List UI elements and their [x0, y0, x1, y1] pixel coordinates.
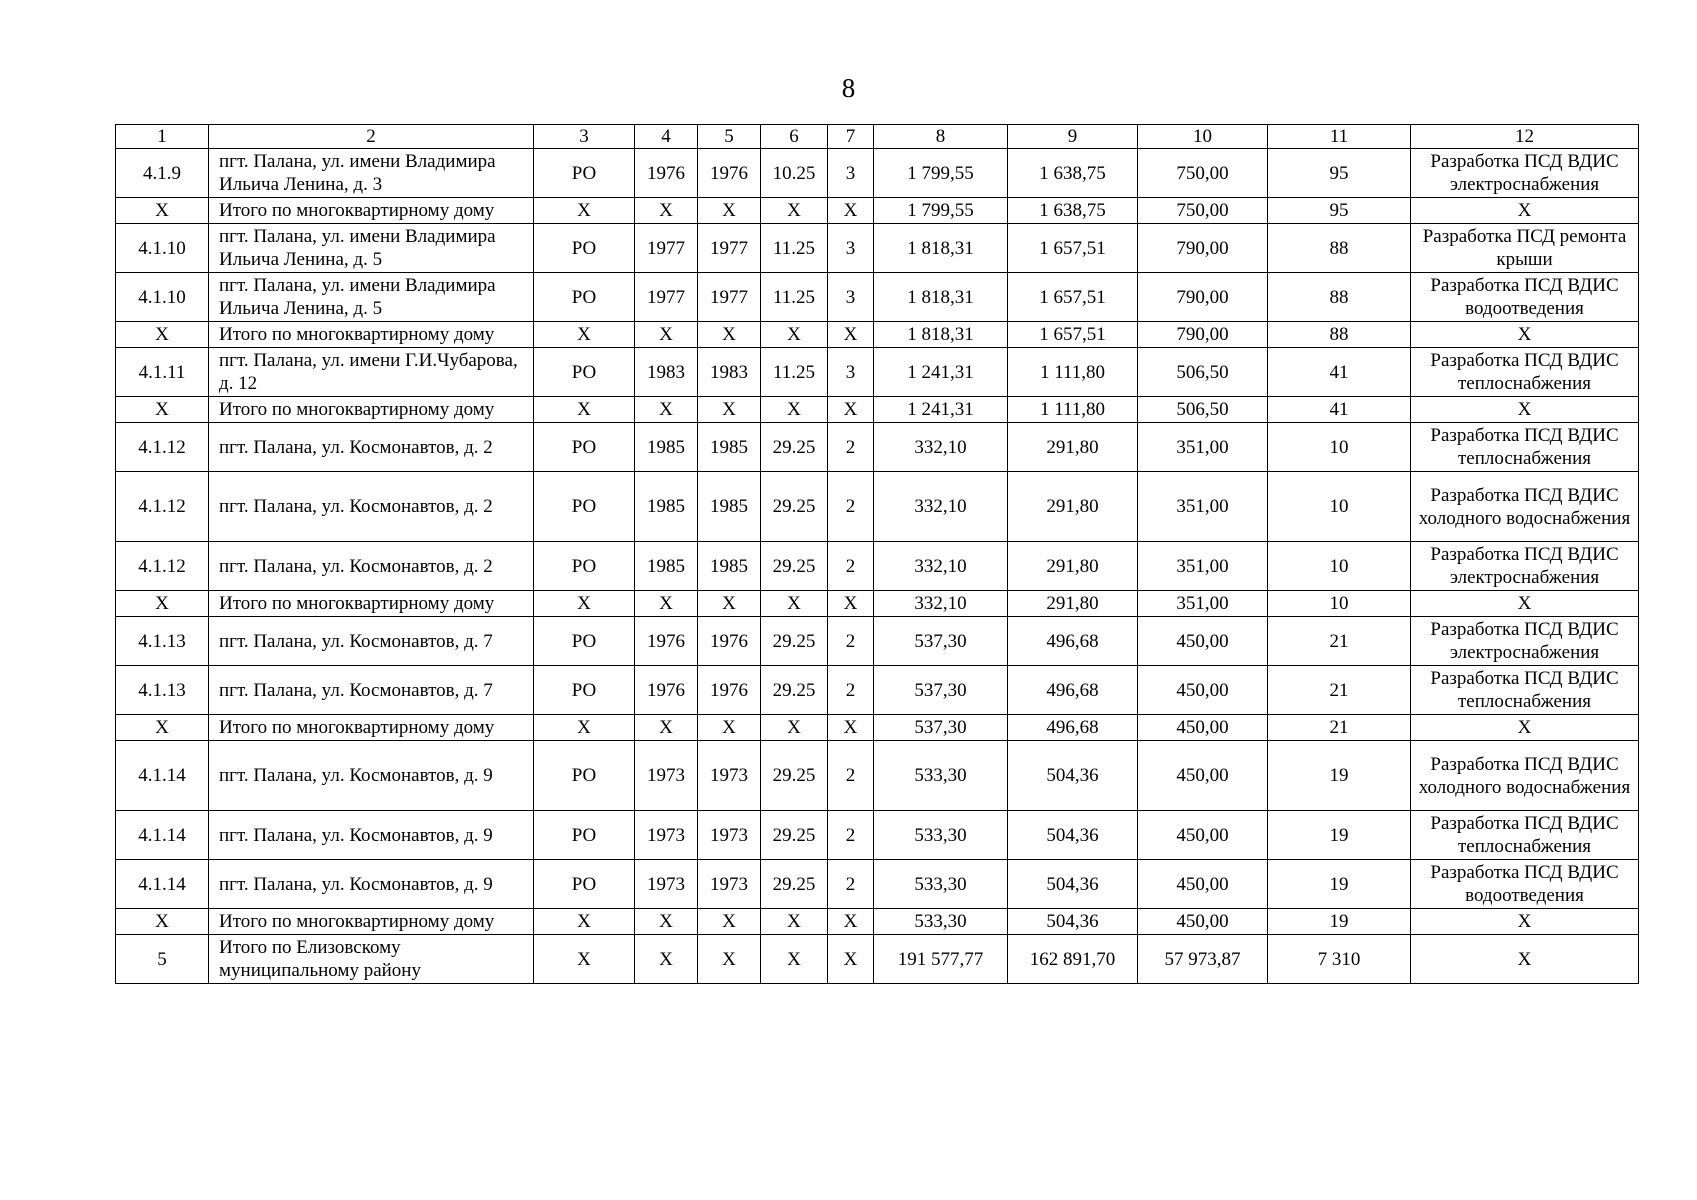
- col-total-area: 533,30: [874, 860, 1008, 909]
- col-wear: 29.25: [761, 542, 828, 591]
- col-address: Итого по многоквартирному дому: [209, 198, 534, 224]
- col-commission-year: 1973: [635, 811, 698, 860]
- table-row: [116, 224, 1639, 273]
- col-ownership-method: РО: [534, 273, 635, 322]
- col-item-number: 4.1.13: [116, 666, 209, 715]
- column-number-header: 10: [1138, 125, 1268, 149]
- col-work-type: Х: [1411, 198, 1639, 224]
- column-number-header: 12: [1411, 125, 1639, 149]
- col-residential-area: 504,36: [1008, 909, 1138, 935]
- table-row: [116, 617, 1639, 666]
- col-commission-year: Х: [635, 198, 698, 224]
- col-last-repair-year: Х: [698, 935, 761, 984]
- col-work-type: Разработка ПСД ВДИС теплоснабжения: [1411, 811, 1639, 860]
- col-floors: 2: [828, 423, 874, 472]
- col-last-repair-year: 1977: [698, 224, 761, 273]
- col-residential-area: 504,36: [1008, 741, 1138, 811]
- col-work-type: Разработка ПСД ВДИС теплоснабжения: [1411, 348, 1639, 397]
- col-cost: 351,00: [1138, 591, 1268, 617]
- col-last-repair-year: 1977: [698, 273, 761, 322]
- col-cost: 790,00: [1138, 273, 1268, 322]
- col-residential-area: 504,36: [1008, 811, 1138, 860]
- col-ownership-method: РО: [534, 741, 635, 811]
- col-ownership-method: РО: [534, 860, 635, 909]
- col-commission-year: Х: [635, 909, 698, 935]
- col-residential-area: 1 638,75: [1008, 149, 1138, 198]
- col-commission-year: 1985: [635, 423, 698, 472]
- col-ownership-method: Х: [534, 715, 635, 741]
- col-address: Итого по Елизовскому муниципальному району: [209, 935, 534, 984]
- col-last-repair-year: Х: [698, 591, 761, 617]
- col-total-area: 332,10: [874, 423, 1008, 472]
- col-ownership-method: РО: [534, 666, 635, 715]
- col-floors: 2: [828, 472, 874, 542]
- col-residents: 10: [1268, 542, 1411, 591]
- col-ownership-method: РО: [534, 472, 635, 542]
- col-residents: 88: [1268, 322, 1411, 348]
- col-cost: 450,00: [1138, 617, 1268, 666]
- col-ownership-method: РО: [534, 348, 635, 397]
- col-floors: Х: [828, 591, 874, 617]
- col-cost: 790,00: [1138, 224, 1268, 273]
- col-total-area: 1 241,31: [874, 397, 1008, 423]
- col-address: Итого по многоквартирному дому: [209, 397, 534, 423]
- col-address: пгт. Палана, ул. Космонавтов, д. 7: [209, 617, 534, 666]
- col-cost: 506,50: [1138, 348, 1268, 397]
- col-commission-year: Х: [635, 591, 698, 617]
- col-item-number: Х: [116, 322, 209, 348]
- col-address: пгт. Палана, ул. имени Владимира Ильича Ленина, д. 3: [209, 149, 534, 198]
- col-address: пгт. Палана, ул. Космонавтов, д. 9: [209, 811, 534, 860]
- col-commission-year: 1976: [635, 617, 698, 666]
- col-address: пгт. Палана, ул. Космонавтов, д. 7: [209, 666, 534, 715]
- col-commission-year: 1977: [635, 273, 698, 322]
- col-wear: Х: [761, 322, 828, 348]
- col-total-area: 533,30: [874, 811, 1008, 860]
- col-last-repair-year: Х: [698, 322, 761, 348]
- col-residential-area: 1 657,51: [1008, 224, 1138, 273]
- column-number-header: 8: [874, 125, 1008, 149]
- col-floors: 2: [828, 542, 874, 591]
- col-floors: Х: [828, 322, 874, 348]
- col-commission-year: Х: [635, 715, 698, 741]
- table-body: [116, 125, 1639, 984]
- col-total-area: 1 818,31: [874, 322, 1008, 348]
- col-wear: Х: [761, 198, 828, 224]
- col-cost: 351,00: [1138, 542, 1268, 591]
- col-floors: 2: [828, 617, 874, 666]
- col-total-area: 533,30: [874, 909, 1008, 935]
- col-last-repair-year: 1973: [698, 741, 761, 811]
- column-number-header: 9: [1008, 125, 1138, 149]
- col-residents: 41: [1268, 397, 1411, 423]
- col-floors: 2: [828, 811, 874, 860]
- col-work-type: Разработка ПСД ВДИС теплоснабжения: [1411, 423, 1639, 472]
- col-total-area: 537,30: [874, 715, 1008, 741]
- total-row: [116, 909, 1639, 935]
- col-ownership-method: Х: [534, 397, 635, 423]
- col-commission-year: Х: [635, 397, 698, 423]
- col-total-area: 332,10: [874, 472, 1008, 542]
- col-wear: Х: [761, 715, 828, 741]
- col-item-number: 4.1.11: [116, 348, 209, 397]
- col-commission-year: 1976: [635, 666, 698, 715]
- col-cost: 790,00: [1138, 322, 1268, 348]
- col-item-number: 4.1.14: [116, 741, 209, 811]
- col-wear: 29.25: [761, 617, 828, 666]
- col-commission-year: 1977: [635, 224, 698, 273]
- column-number-header: 5: [698, 125, 761, 149]
- col-work-type: Разработка ПСД ВДИС холодного водоснабжения: [1411, 741, 1639, 811]
- col-residential-area: 1 657,51: [1008, 273, 1138, 322]
- total-row: [116, 397, 1639, 423]
- col-floors: 2: [828, 741, 874, 811]
- col-commission-year: 1985: [635, 542, 698, 591]
- col-ownership-method: РО: [534, 224, 635, 273]
- col-last-repair-year: 1973: [698, 811, 761, 860]
- col-residential-area: 496,68: [1008, 666, 1138, 715]
- col-total-area: 537,30: [874, 617, 1008, 666]
- col-last-repair-year: 1985: [698, 542, 761, 591]
- col-item-number: 4.1.12: [116, 423, 209, 472]
- col-last-repair-year: 1976: [698, 617, 761, 666]
- col-item-number: 4.1.13: [116, 617, 209, 666]
- col-work-type: Разработка ПСД ВДИС электроснабжения: [1411, 542, 1639, 591]
- table-row: [116, 273, 1639, 322]
- col-wear: Х: [761, 397, 828, 423]
- col-residents: 7 310: [1268, 935, 1411, 984]
- total-row: [116, 715, 1639, 741]
- column-number-header: 4: [635, 125, 698, 149]
- col-last-repair-year: Х: [698, 397, 761, 423]
- col-wear: Х: [761, 591, 828, 617]
- table-row: [116, 860, 1639, 909]
- col-ownership-method: Х: [534, 935, 635, 984]
- col-floors: Х: [828, 935, 874, 984]
- col-cost: 450,00: [1138, 715, 1268, 741]
- col-address: пгт. Палана, ул. Космонавтов, д. 9: [209, 741, 534, 811]
- col-last-repair-year: Х: [698, 909, 761, 935]
- col-cost: 750,00: [1138, 149, 1268, 198]
- col-item-number: Х: [116, 909, 209, 935]
- total-row: [116, 591, 1639, 617]
- col-work-type: Разработка ПСД ВДИС теплоснабжения: [1411, 666, 1639, 715]
- col-total-area: 332,10: [874, 591, 1008, 617]
- table-row: [116, 472, 1639, 542]
- col-residents: 21: [1268, 715, 1411, 741]
- total-row: [116, 935, 1639, 984]
- col-residents: 21: [1268, 617, 1411, 666]
- col-cost: 450,00: [1138, 666, 1268, 715]
- col-ownership-method: Х: [534, 591, 635, 617]
- col-address: пгт. Палана, ул. Космонавтов, д. 2: [209, 542, 534, 591]
- col-floors: Х: [828, 909, 874, 935]
- col-residents: 19: [1268, 741, 1411, 811]
- col-wear: 11.25: [761, 273, 828, 322]
- col-cost: 450,00: [1138, 811, 1268, 860]
- col-item-number: 4.1.14: [116, 860, 209, 909]
- col-address: пгт. Палана, ул. имени Владимира Ильича Ленина, д. 5: [209, 224, 534, 273]
- col-residents: 88: [1268, 224, 1411, 273]
- col-item-number: 4.1.14: [116, 811, 209, 860]
- col-wear: Х: [761, 909, 828, 935]
- col-residential-area: 291,80: [1008, 542, 1138, 591]
- col-floors: 3: [828, 224, 874, 273]
- col-ownership-method: Х: [534, 909, 635, 935]
- col-ownership-method: РО: [534, 149, 635, 198]
- col-wear: 29.25: [761, 741, 828, 811]
- col-floors: 3: [828, 348, 874, 397]
- housing-repair-table: [115, 124, 1639, 984]
- col-residential-area: 496,68: [1008, 617, 1138, 666]
- col-commission-year: 1973: [635, 741, 698, 811]
- col-total-area: 537,30: [874, 666, 1008, 715]
- table-row: [116, 811, 1639, 860]
- col-work-type: Разработка ПСД ремонта крыши: [1411, 224, 1639, 273]
- col-wear: 29.25: [761, 811, 828, 860]
- col-residents: 21: [1268, 666, 1411, 715]
- col-residential-area: 291,80: [1008, 591, 1138, 617]
- col-total-area: 332,10: [874, 542, 1008, 591]
- col-residents: 19: [1268, 909, 1411, 935]
- col-commission-year: 1973: [635, 860, 698, 909]
- col-cost: 351,00: [1138, 423, 1268, 472]
- col-residential-area: 496,68: [1008, 715, 1138, 741]
- column-number-header: 3: [534, 125, 635, 149]
- col-item-number: 4.1.9: [116, 149, 209, 198]
- col-address: пгт. Палана, ул. Космонавтов, д. 2: [209, 472, 534, 542]
- table-row: [116, 423, 1639, 472]
- col-commission-year: Х: [635, 322, 698, 348]
- col-ownership-method: РО: [534, 617, 635, 666]
- col-address: Итого по многоквартирному дому: [209, 909, 534, 935]
- col-floors: 2: [828, 860, 874, 909]
- col-floors: 3: [828, 149, 874, 198]
- col-total-area: 533,30: [874, 741, 1008, 811]
- col-residents: 95: [1268, 198, 1411, 224]
- col-last-repair-year: 1983: [698, 348, 761, 397]
- column-number-header: 2: [209, 125, 534, 149]
- col-ownership-method: Х: [534, 322, 635, 348]
- col-item-number: 5: [116, 935, 209, 984]
- col-last-repair-year: Х: [698, 715, 761, 741]
- col-address: пгт. Палана, ул. Космонавтов, д. 9: [209, 860, 534, 909]
- col-address: пгт. Палана, ул. имени Владимира Ильича Ленина, д. 5: [209, 273, 534, 322]
- col-item-number: 4.1.12: [116, 472, 209, 542]
- col-item-number: Х: [116, 715, 209, 741]
- col-last-repair-year: 1985: [698, 472, 761, 542]
- col-wear: 29.25: [761, 423, 828, 472]
- column-number-header: 11: [1268, 125, 1411, 149]
- col-residential-area: 1 111,80: [1008, 397, 1138, 423]
- col-total-area: 1 799,55: [874, 149, 1008, 198]
- table-row: [116, 149, 1639, 198]
- col-residents: 10: [1268, 591, 1411, 617]
- col-total-area: 1 818,31: [874, 224, 1008, 273]
- col-work-type: Разработка ПСД ВДИС электроснабжения: [1411, 149, 1639, 198]
- col-item-number: 4.1.10: [116, 273, 209, 322]
- col-wear: 29.25: [761, 472, 828, 542]
- col-last-repair-year: 1985: [698, 423, 761, 472]
- col-last-repair-year: 1973: [698, 860, 761, 909]
- header-row: [116, 125, 1639, 149]
- col-commission-year: Х: [635, 935, 698, 984]
- col-work-type: Разработка ПСД ВДИС водоотведения: [1411, 860, 1639, 909]
- col-address: Итого по многоквартирному дому: [209, 322, 534, 348]
- col-residents: 95: [1268, 149, 1411, 198]
- col-cost: 450,00: [1138, 909, 1268, 935]
- col-floors: Х: [828, 715, 874, 741]
- col-cost: 351,00: [1138, 472, 1268, 542]
- col-last-repair-year: 1976: [698, 666, 761, 715]
- col-commission-year: 1976: [635, 149, 698, 198]
- col-total-area: 1 818,31: [874, 273, 1008, 322]
- col-work-type: Х: [1411, 909, 1639, 935]
- col-item-number: 4.1.10: [116, 224, 209, 273]
- col-total-area: 1 799,55: [874, 198, 1008, 224]
- col-item-number: Х: [116, 397, 209, 423]
- column-number-header: 7: [828, 125, 874, 149]
- col-ownership-method: РО: [534, 423, 635, 472]
- col-cost: 450,00: [1138, 860, 1268, 909]
- col-residents: 41: [1268, 348, 1411, 397]
- col-wear: 11.25: [761, 224, 828, 273]
- col-wear: 29.25: [761, 860, 828, 909]
- col-address: пгт. Палана, ул. имени Г.И.Чубарова, д. 12: [209, 348, 534, 397]
- col-residential-area: 1 111,80: [1008, 348, 1138, 397]
- col-cost: 750,00: [1138, 198, 1268, 224]
- table-row: [116, 348, 1639, 397]
- col-address: Итого по многоквартирному дому: [209, 715, 534, 741]
- col-last-repair-year: Х: [698, 198, 761, 224]
- column-number-header: 1: [116, 125, 209, 149]
- col-residents: 10: [1268, 472, 1411, 542]
- col-commission-year: 1985: [635, 472, 698, 542]
- col-address: пгт. Палана, ул. Космонавтов, д. 2: [209, 423, 534, 472]
- col-floors: Х: [828, 198, 874, 224]
- col-wear: 10.25: [761, 149, 828, 198]
- col-ownership-method: РО: [534, 811, 635, 860]
- col-ownership-method: РО: [534, 542, 635, 591]
- col-work-type: Разработка ПСД ВДИС электроснабжения: [1411, 617, 1639, 666]
- col-work-type: Разработка ПСД ВДИС холодного водоснабжения: [1411, 472, 1639, 542]
- col-item-number: Х: [116, 198, 209, 224]
- col-residential-area: 291,80: [1008, 423, 1138, 472]
- col-wear: 29.25: [761, 666, 828, 715]
- col-item-number: Х: [116, 591, 209, 617]
- total-row: [116, 198, 1639, 224]
- col-cost: 506,50: [1138, 397, 1268, 423]
- col-commission-year: 1983: [635, 348, 698, 397]
- col-cost: 57 973,87: [1138, 935, 1268, 984]
- col-wear: 11.25: [761, 348, 828, 397]
- col-residents: 19: [1268, 811, 1411, 860]
- total-row: [116, 322, 1639, 348]
- col-item-number: 4.1.12: [116, 542, 209, 591]
- col-total-area: 191 577,77: [874, 935, 1008, 984]
- table-row: [116, 542, 1639, 591]
- col-work-type: Х: [1411, 715, 1639, 741]
- col-residential-area: 162 891,70: [1008, 935, 1138, 984]
- col-residential-area: 504,36: [1008, 860, 1138, 909]
- col-work-type: Разработка ПСД ВДИС водоотведения: [1411, 273, 1639, 322]
- col-wear: Х: [761, 935, 828, 984]
- col-work-type: Х: [1411, 397, 1639, 423]
- col-residents: 10: [1268, 423, 1411, 472]
- table-row: [116, 666, 1639, 715]
- col-residents: 88: [1268, 273, 1411, 322]
- col-work-type: Х: [1411, 322, 1639, 348]
- col-total-area: 1 241,31: [874, 348, 1008, 397]
- col-cost: 450,00: [1138, 741, 1268, 811]
- col-address: Итого по многоквартирному дому: [209, 591, 534, 617]
- col-floors: 3: [828, 273, 874, 322]
- col-ownership-method: Х: [534, 198, 635, 224]
- col-floors: 2: [828, 666, 874, 715]
- col-residential-area: 1 638,75: [1008, 198, 1138, 224]
- col-floors: Х: [828, 397, 874, 423]
- col-residential-area: 1 657,51: [1008, 322, 1138, 348]
- column-number-header: 6: [761, 125, 828, 149]
- table-row: [116, 741, 1639, 811]
- page-number: 8: [841, 73, 856, 103]
- col-last-repair-year: 1976: [698, 149, 761, 198]
- col-work-type: Х: [1411, 591, 1639, 617]
- col-residents: 19: [1268, 860, 1411, 909]
- col-residential-area: 291,80: [1008, 472, 1138, 542]
- col-work-type: Х: [1411, 935, 1639, 984]
